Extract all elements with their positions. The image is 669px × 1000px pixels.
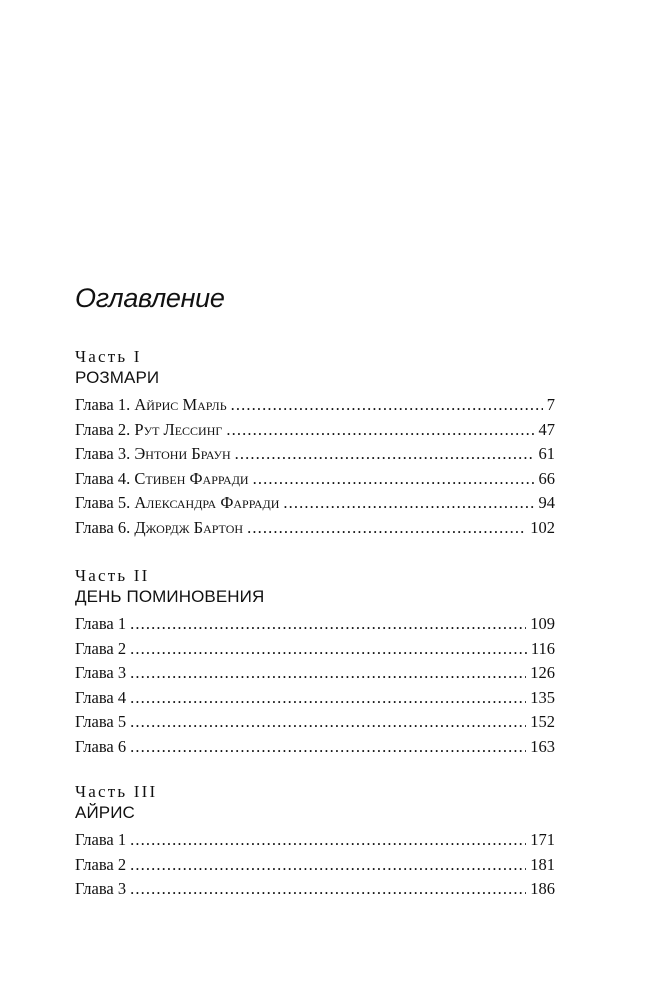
dot-leader [130,637,527,662]
entry-title [75,491,279,516]
page-number: 186 [530,879,555,898]
page-number: 181 [530,854,555,874]
chapter-label: Глава 3 [75,663,127,682]
page-number: 163 [530,736,555,756]
chapter-label: Глава 6. [75,517,131,537]
chapter-label: Глава 1. [75,395,131,414]
part-label: Часть III [75,782,158,801]
toc-entry[interactable] [75,637,555,662]
dot-leader [231,393,543,418]
toc-entry[interactable] [75,612,555,637]
chapter-label: Глава 5 [75,712,127,731]
page-number: 61 [538,444,555,463]
chapter-label: Глава 2 [75,854,127,874]
dot-leader [283,491,534,516]
toc-entry[interactable] [75,828,555,853]
chapter-list [75,393,555,540]
dot-leader [130,735,526,760]
entry-title [75,467,249,492]
toc-entry[interactable] [75,735,555,760]
toc-entry[interactable] [75,853,555,878]
dot-leader [235,442,535,467]
entry-title [75,393,227,418]
toc-entry[interactable] [75,467,555,492]
chapter-label: Глава 6 [75,736,127,756]
page-number: 109 [530,614,555,633]
page-number: 171 [530,830,555,849]
dot-leader [226,418,534,443]
part-section [75,566,555,759]
chapter-label: Глава 3. [75,444,131,463]
page-number: 126 [530,663,555,682]
page-number: 47 [538,419,555,439]
toc-entry[interactable] [75,686,555,711]
chapter-label: Глава 5. [75,493,131,512]
dot-leader [130,828,526,853]
part-section [75,782,555,902]
dot-leader [130,710,526,735]
toc-entry[interactable] [75,491,555,516]
entry-title [75,418,222,443]
chapter-label: Глава 2 [75,638,127,658]
chapter-label: Глава 4 [75,687,127,707]
dot-leader [130,877,526,902]
entry-title [75,516,243,541]
dot-leader [247,516,526,541]
chapter-name: Рут Лессинг [134,419,223,439]
dot-leader [253,467,535,492]
chapter-label: Глава 1 [75,614,127,633]
toc-entry[interactable] [75,710,555,735]
dot-leader [130,853,526,878]
page-number: 102 [530,517,555,537]
chapter-label: Глава 4. [75,468,131,488]
page-number: 135 [530,687,555,707]
chapter-name: Энтони Браун [134,444,231,463]
dot-leader [130,612,526,637]
toc-title: Оглавление [75,283,225,313]
page-number: 7 [546,395,555,414]
part-section [75,347,555,540]
dot-leader [130,661,526,686]
chapter-list [75,612,555,759]
dot-leader [130,686,526,711]
toc-entry[interactable] [75,516,555,541]
part-name: РОЗМАРИ [75,368,160,387]
chapter-name: Джордж Бартон [134,517,244,537]
page-number: 94 [538,493,555,512]
chapter-list [75,828,555,902]
page-number: 152 [530,712,555,731]
chapter-label: Глава 2. [75,419,131,439]
toc-entry[interactable] [75,442,555,467]
toc-entry[interactable] [75,393,555,418]
part-label: Часть II [75,566,150,585]
part-name: АЙРИС [75,803,135,822]
toc-entry[interactable] [75,877,555,902]
page-number: 66 [538,468,555,488]
part-label: Часть I [75,347,142,366]
toc-page [75,0,555,1000]
toc-entry[interactable] [75,661,555,686]
chapter-label: Глава 1 [75,830,127,849]
toc-entry[interactable] [75,418,555,443]
chapter-name: Айрис Марль [134,395,227,414]
chapter-label: Глава 3 [75,879,127,898]
entry-title [75,442,231,467]
page-number: 116 [530,638,555,658]
part-name: ДЕНЬ ПОМИНОВЕНИЯ [75,587,265,606]
chapter-name: Александра Фарради [134,493,280,512]
chapter-name: Стивен Фарради [134,468,249,488]
